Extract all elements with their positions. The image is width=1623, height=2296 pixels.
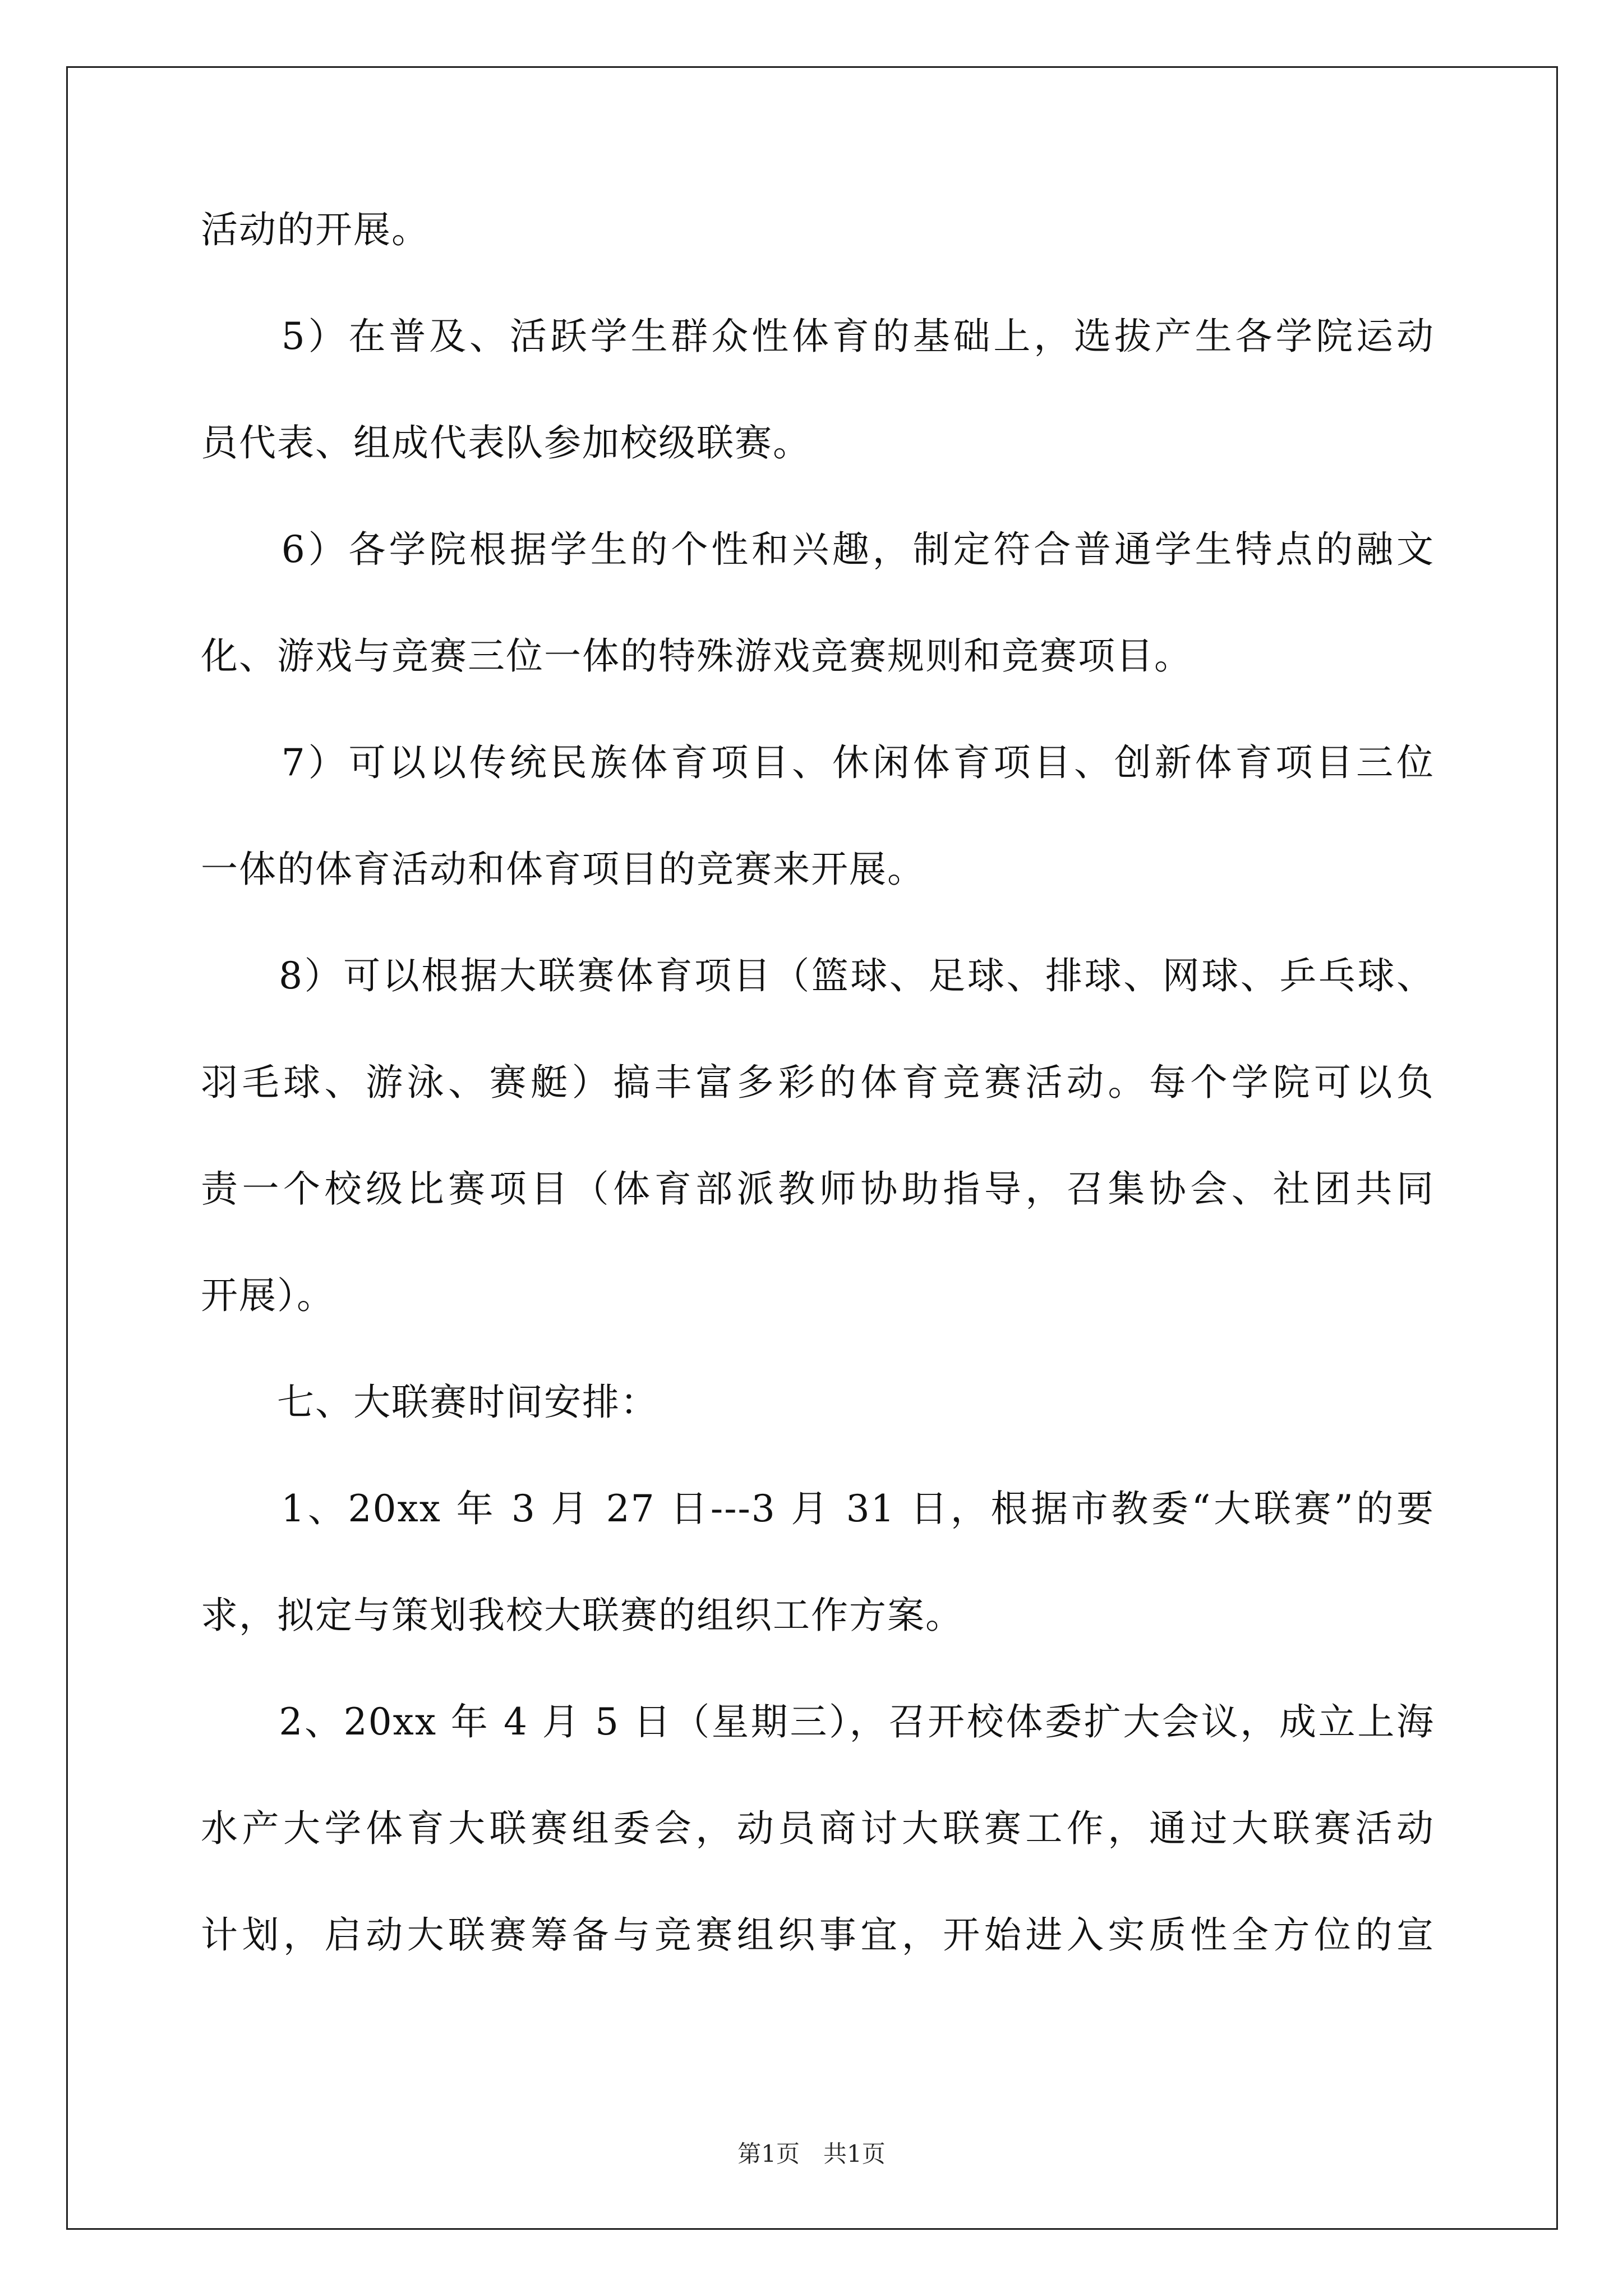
section-heading: 七、大联赛时间安排： [201, 1381, 658, 1424]
text-line: 化、游戏与竞赛三位一体的特殊游戏竞赛规则和竞赛项目。 [201, 634, 1192, 678]
text-line: 责一个校级比赛项目（体育部派教师协助指导，召集协会、社团共同 [201, 1167, 1435, 1211]
text-line: 7）可以以传统民族体育项目、休闲体育项目、创新体育项目三位 [201, 741, 1435, 784]
text-line: 水产大学体育大联赛组委会，动员商讨大联赛工作，通过大联赛活动 [201, 1807, 1435, 1850]
page-border [66, 66, 1558, 2230]
text-line: 2、20xx 年 4 月 5 日（星期三），召开校体委扩大会议，成立上海 [201, 1700, 1435, 1743]
text-line: 羽毛球、游泳、赛艇）搞丰富多彩的体育竞赛活动。每个学院可以负 [201, 1061, 1435, 1104]
text-line: 活动的开展。 [201, 208, 430, 251]
page-number: 第1页 共1页 [737, 2140, 886, 2168]
text-line: 员代表、组成代表队参加校级联赛。 [201, 421, 811, 464]
text-line: 1、20xx 年 3 月 27 日---3 月 31 日，根据市教委“大联赛”的要 [201, 1487, 1435, 1530]
text-line: 求，拟定与策划我校大联赛的组织工作方案。 [201, 1594, 963, 1637]
text-line: 开展）。 [201, 1274, 335, 1317]
text-line: 5）在普及、活跃学生群众性体育的基础上，选拔产生各学院运动 [201, 315, 1435, 358]
text-line: 6）各学院根据学生的个性和兴趣，制定符合普通学生特点的融文 [201, 528, 1435, 571]
text-line: 计划，启动大联赛筹备与竞赛组织事宜，开始进入实质性全方位的宣 [201, 1913, 1435, 1957]
text-line: 8）可以根据大联赛体育项目（篮球、足球、排球、网球、乒乓球、 [201, 954, 1435, 997]
text-line: 一体的体育活动和体育项目的竞赛来开展。 [201, 848, 925, 891]
